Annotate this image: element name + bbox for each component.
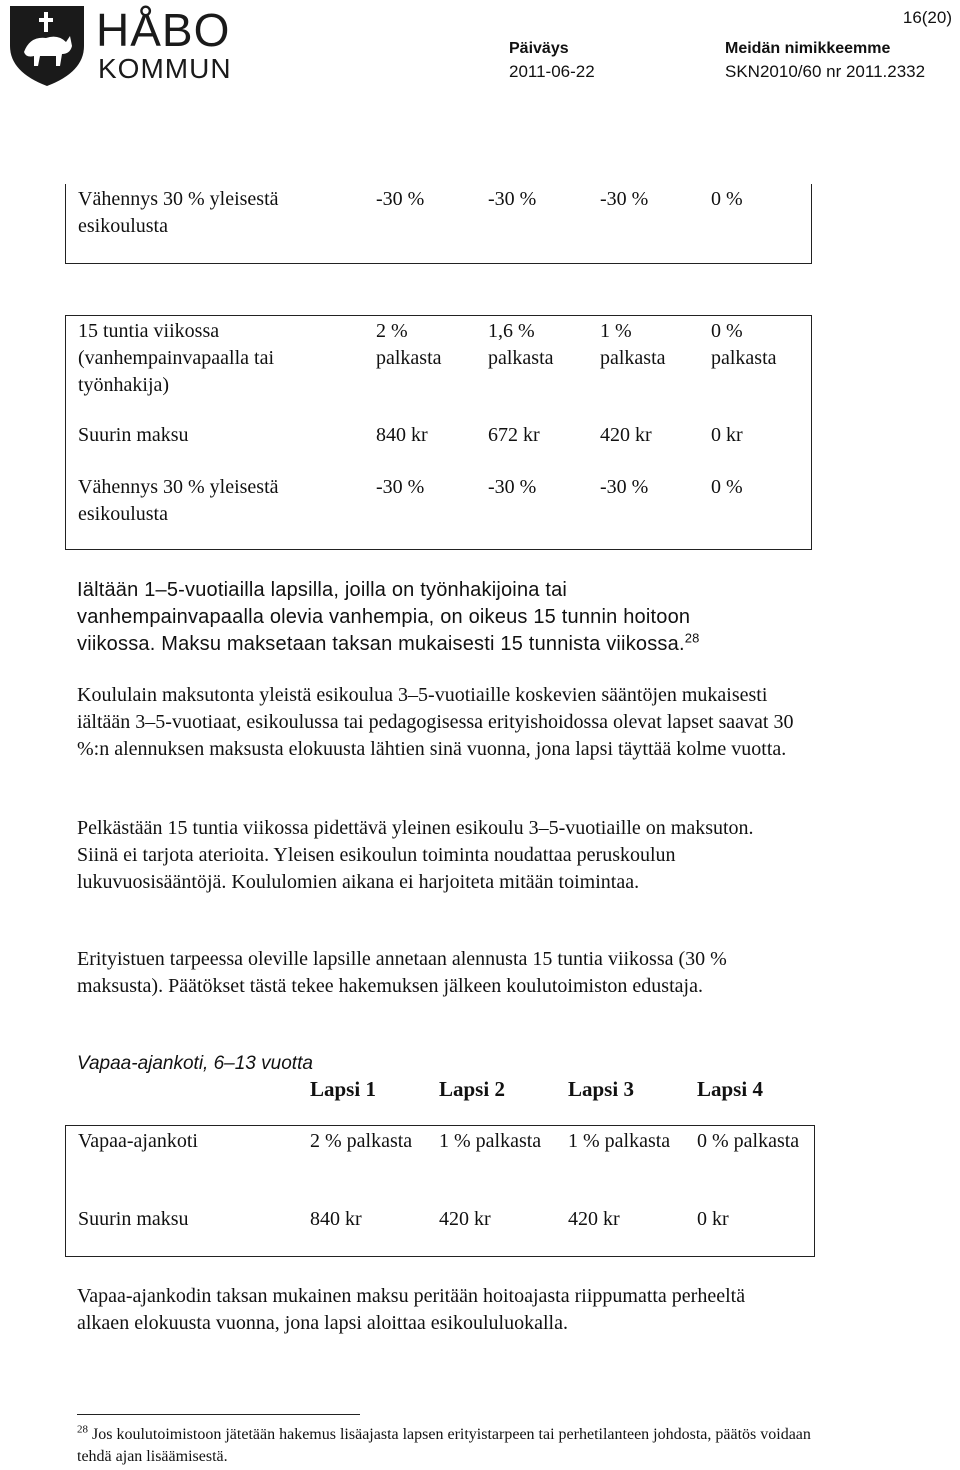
table-cell: -30 % — [376, 476, 425, 498]
column-header: Lapsi 2 — [439, 1077, 505, 1101]
paragraph-free-preschool-discount: Koululain maksutonta yleistä esikoulua 3–5-vuotiaille koskevien sääntöjen mukaisesti iältään 3–5-vuotiaat, esikoulussa tai pedagogisessa erityishoidossa olevat lapset saavat 30 %:n alennuksen maksusta elokuusta lähtien sinä vuonna, jona lapsi täyttää kolme vuotta. — [77, 684, 794, 760]
table-cell: -30 % — [600, 188, 649, 210]
paragraph-text: Iältään 1–5-vuotiailla lapsilla, joilla on työnhakijoina tai vanhempainvapaalla olevia vanhempia, on oikeus 15 tunnin hoitoon viikossa. Maksu maksetaan taksan mukaisesti 15 tunnista viikossa. — [77, 579, 691, 655]
footnote-number: 28 — [77, 1423, 88, 1436]
table-cell: 0 % palkasta — [711, 320, 777, 369]
table-cell: 0 kr — [711, 424, 743, 446]
table-cell: 840 kr — [310, 1208, 362, 1230]
reference-value: SKN2010/60 nr 2011.2332 — [725, 62, 926, 81]
table-row-label: Vapaa-ajankoti — [78, 1130, 198, 1152]
reference-label: Meidän nimikkeemme — [725, 40, 891, 57]
table-row-label: 15 tuntia viikossa (vanhempainvapaalla tai työnhakija) — [78, 320, 275, 396]
column-header: Lapsi 1 — [310, 1077, 376, 1101]
table-cell: 840 kr — [376, 424, 428, 446]
fee-table-15-hours — [65, 315, 812, 550]
logo-text-kommun: KOMMUN — [98, 53, 232, 84]
table-cell: -30 % — [488, 476, 537, 498]
footnote-text: Jos koulutoimistoon jätetään hakemus lisäajasta lapsen erityistarpeen tai perhetilanteen johdosta, päätös voidaan tehdä ajan lisäämisestä. — [77, 1426, 811, 1465]
logo-text-habo: HÅBO — [96, 4, 231, 56]
table-cell: -30 % — [488, 188, 537, 210]
paragraph-leisure-home-fee: Vapaa-ajankodin taksan mukainen maksu peritään hoitoajasta riippumatta perheeltä alkaen elokuusta vuonna, jona lapsi aloittaa esikoululuokalla. — [77, 1285, 746, 1334]
table-cell: 420 kr — [600, 424, 652, 446]
habo-kommun-logo — [4, 2, 239, 90]
table-row-label: Vähennys 30 % yleisestä esikoulusta — [78, 476, 279, 525]
page-number: 16(20) — [902, 8, 952, 27]
table-cell: 0 % palkasta — [697, 1130, 800, 1152]
leisure-home-fee-table — [65, 1125, 815, 1257]
paragraph-15-hours-care — [77, 577, 737, 658]
table-cell: 672 kr — [488, 424, 540, 446]
table-cell: -30 % — [600, 476, 649, 498]
table-cell: 0 kr — [697, 1208, 729, 1230]
date-label: Päiväys — [509, 40, 569, 57]
footnote-separator — [77, 1414, 360, 1415]
table-cell: 2 % palkasta — [310, 1130, 413, 1152]
table-cell: 0 % — [711, 476, 743, 498]
table-cell: 420 kr — [439, 1208, 491, 1230]
table-cell: 1 % palkasta — [568, 1130, 671, 1152]
footnote-reference: 28 — [684, 630, 700, 646]
table-cell: 0 % — [711, 188, 743, 210]
table-cell: -30 % — [376, 188, 425, 210]
date-value: 2011-06-22 — [509, 62, 595, 81]
footnote — [77, 1424, 837, 1468]
column-header: Lapsi 4 — [697, 1077, 763, 1101]
fee-table-continued — [65, 184, 812, 264]
coat-of-arms-icon — [4, 2, 90, 88]
section-heading: Vapaa-ajankoti, 6–13 vuotta — [77, 1053, 313, 1074]
paragraph-special-support: Erityistuen tarpeessa oleville lapsille annetaan alennusta 15 tuntia viikossa (30 % maksusta). Päätökset tästä tekee hakemuksen jälkeen koulutoimiston edustaja. — [77, 948, 727, 997]
table-cell: 1 % palkasta — [439, 1130, 542, 1152]
table-cell: 1,6 % palkasta — [488, 320, 554, 369]
column-header: Lapsi 3 — [568, 1077, 634, 1101]
table-cell: 420 kr — [568, 1208, 620, 1230]
table-row-label: Suurin maksu — [78, 1208, 189, 1230]
paragraph-general-preschool: Pelkästään 15 tuntia viikossa pidettävä yleinen esikoulu 3–5-vuotiaille on maksuton. Siinä ei tarjota aterioita. Yleisen esikoulun toiminta noudattaa peruskoulun lukuvuosisääntöjä. Koululomien aikana ei harjoiteta mitään toimintaa. — [77, 817, 754, 893]
table-cell: 1 % palkasta — [600, 320, 666, 369]
table-row-label: Suurin maksu — [78, 424, 189, 446]
table-row-label: Vähennys 30 % yleisestä esikoulusta — [78, 188, 279, 237]
table-cell: 2 % palkasta — [376, 320, 442, 369]
